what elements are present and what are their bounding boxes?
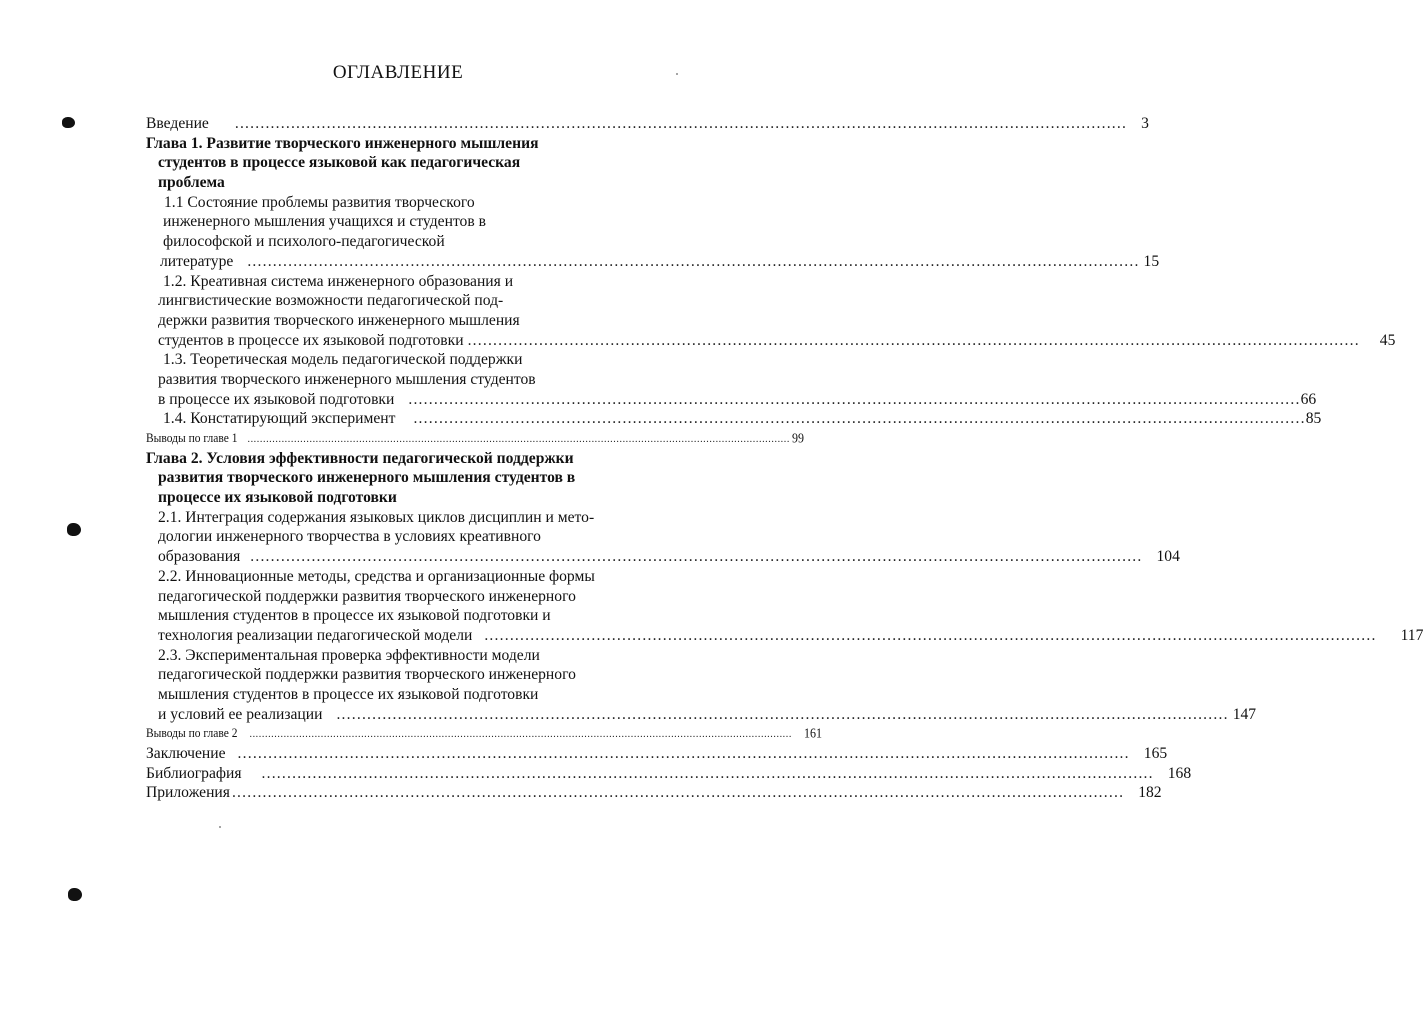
chapter-1-title[interactable]: Глава 1. Развитие творческого инженерного мышления <box>146 134 539 152</box>
punch-hole-mark <box>62 117 75 128</box>
table-of-contents <box>146 114 1423 803</box>
section-2-2-title-cont: мышления студентов в процессе их языковой подготовки и <box>158 607 551 625</box>
toc-entry-1-1[interactable]: литературе ............................................................................................................................................................................... 15 <box>160 252 1160 270</box>
chapter-1-title-cont: студентов в процессе языковой как педагогическая <box>158 154 521 172</box>
toc-entry-1-3[interactable]: в процессе их языковой подготовки ............................................................................................................................................................................... 66 <box>158 390 1317 408</box>
chapter-1-title-cont: проблема <box>158 174 225 192</box>
toc-entry-bibliography[interactable]: Библиография ............................................................................................................................................................................... 168 <box>146 764 1192 782</box>
section-1-1-title-cont: философской и психолого-педагогической <box>163 233 445 251</box>
section-2-2-title-cont: педагогической поддержки развития творческого инженерного <box>158 587 576 605</box>
section-2-1-title[interactable]: 2.1. Интеграция содержания языковых циклов дисциплин и мето- <box>158 508 595 526</box>
section-1-2-title-cont: держки развития творческого инженерного мышления <box>158 311 520 329</box>
section-1-2-title[interactable]: 1.2. Креативная система инженерного образования и <box>163 272 514 290</box>
section-2-3-title-cont: педагогической поддержки развития творческого инженерного <box>158 666 576 684</box>
toc-entry-2-1[interactable]: образования ............................................................................................................................................................................... 104 <box>158 548 1180 566</box>
toc-entry-appendices[interactable]: Приложения ............................................................................................................................................................................... 182 <box>146 784 1162 802</box>
toc-entry-conclusions-2[interactable]: Выводы по главе 2 ............................................................................................................................................................................... 161 <box>146 725 822 741</box>
page-title: ОГЛАВЛЕНИЕ <box>332 62 464 83</box>
section-1-3-title[interactable]: 1.3. Теоретическая модель педагогической поддержки <box>163 351 523 369</box>
chapter-2-title[interactable]: Глава 2. Условия эффективности педагогической поддержки <box>146 449 574 467</box>
section-1-3-title-cont: развития творческого инженерного мышления студентов <box>158 370 536 388</box>
section-2-3-title[interactable]: 2.3. Экспериментальная проверка эффективности модели <box>158 646 540 664</box>
section-2-1-title-cont: дологии инженерного творчества в условиях креативного <box>158 528 541 546</box>
section-1-1-title[interactable]: 1.1 Состояние проблемы развития творческого <box>164 193 475 211</box>
section-1-2-title-cont: лингвистические возможности педагогической под- <box>158 292 504 310</box>
section-2-3-title-cont: мышления студентов в процессе их языковой подготовки <box>158 685 539 703</box>
toc-entry-2-3[interactable]: и условий ее реализации ............................................................................................................................................................................... 147 <box>158 705 1257 723</box>
toc-entry-1-4[interactable]: 1.4. Констатирующий эксперимент ............................................................................................................................................................................... 85 <box>163 410 1322 428</box>
scan-speck <box>219 826 221 828</box>
punch-hole-mark <box>67 523 81 536</box>
section-2-2-title[interactable]: 2.2. Инновационные методы, средства и организационные формы <box>158 567 595 585</box>
chapter-2-title-cont: процессе их языковой подготовки <box>158 489 397 507</box>
toc-entry-2-2[interactable]: технология реализации педагогической модели ............................................................................................................................................................................... 117 <box>158 626 1423 644</box>
chapter-2-title-cont: развития творческого инженерного мышления студентов в <box>158 469 576 487</box>
toc-entry-1-2[interactable]: студентов в процессе их языковой подготовки ............................................................................................................................................................................... 45 <box>158 331 1396 349</box>
toc-entry-intro[interactable]: Введение ............................................................................................................................................................................... 3 <box>146 115 1149 132</box>
toc-entry-conclusions-1[interactable]: Выводы по главе 1 ............................................................................................................................................................................... 99 <box>146 430 804 446</box>
toc-entry-conclusion[interactable]: Заключение ............................................................................................................................................................................... 165 <box>146 745 1168 762</box>
punch-hole-mark <box>68 888 82 901</box>
section-1-1-title-cont: инженерного мышления учащихся и студентов в <box>163 213 486 231</box>
